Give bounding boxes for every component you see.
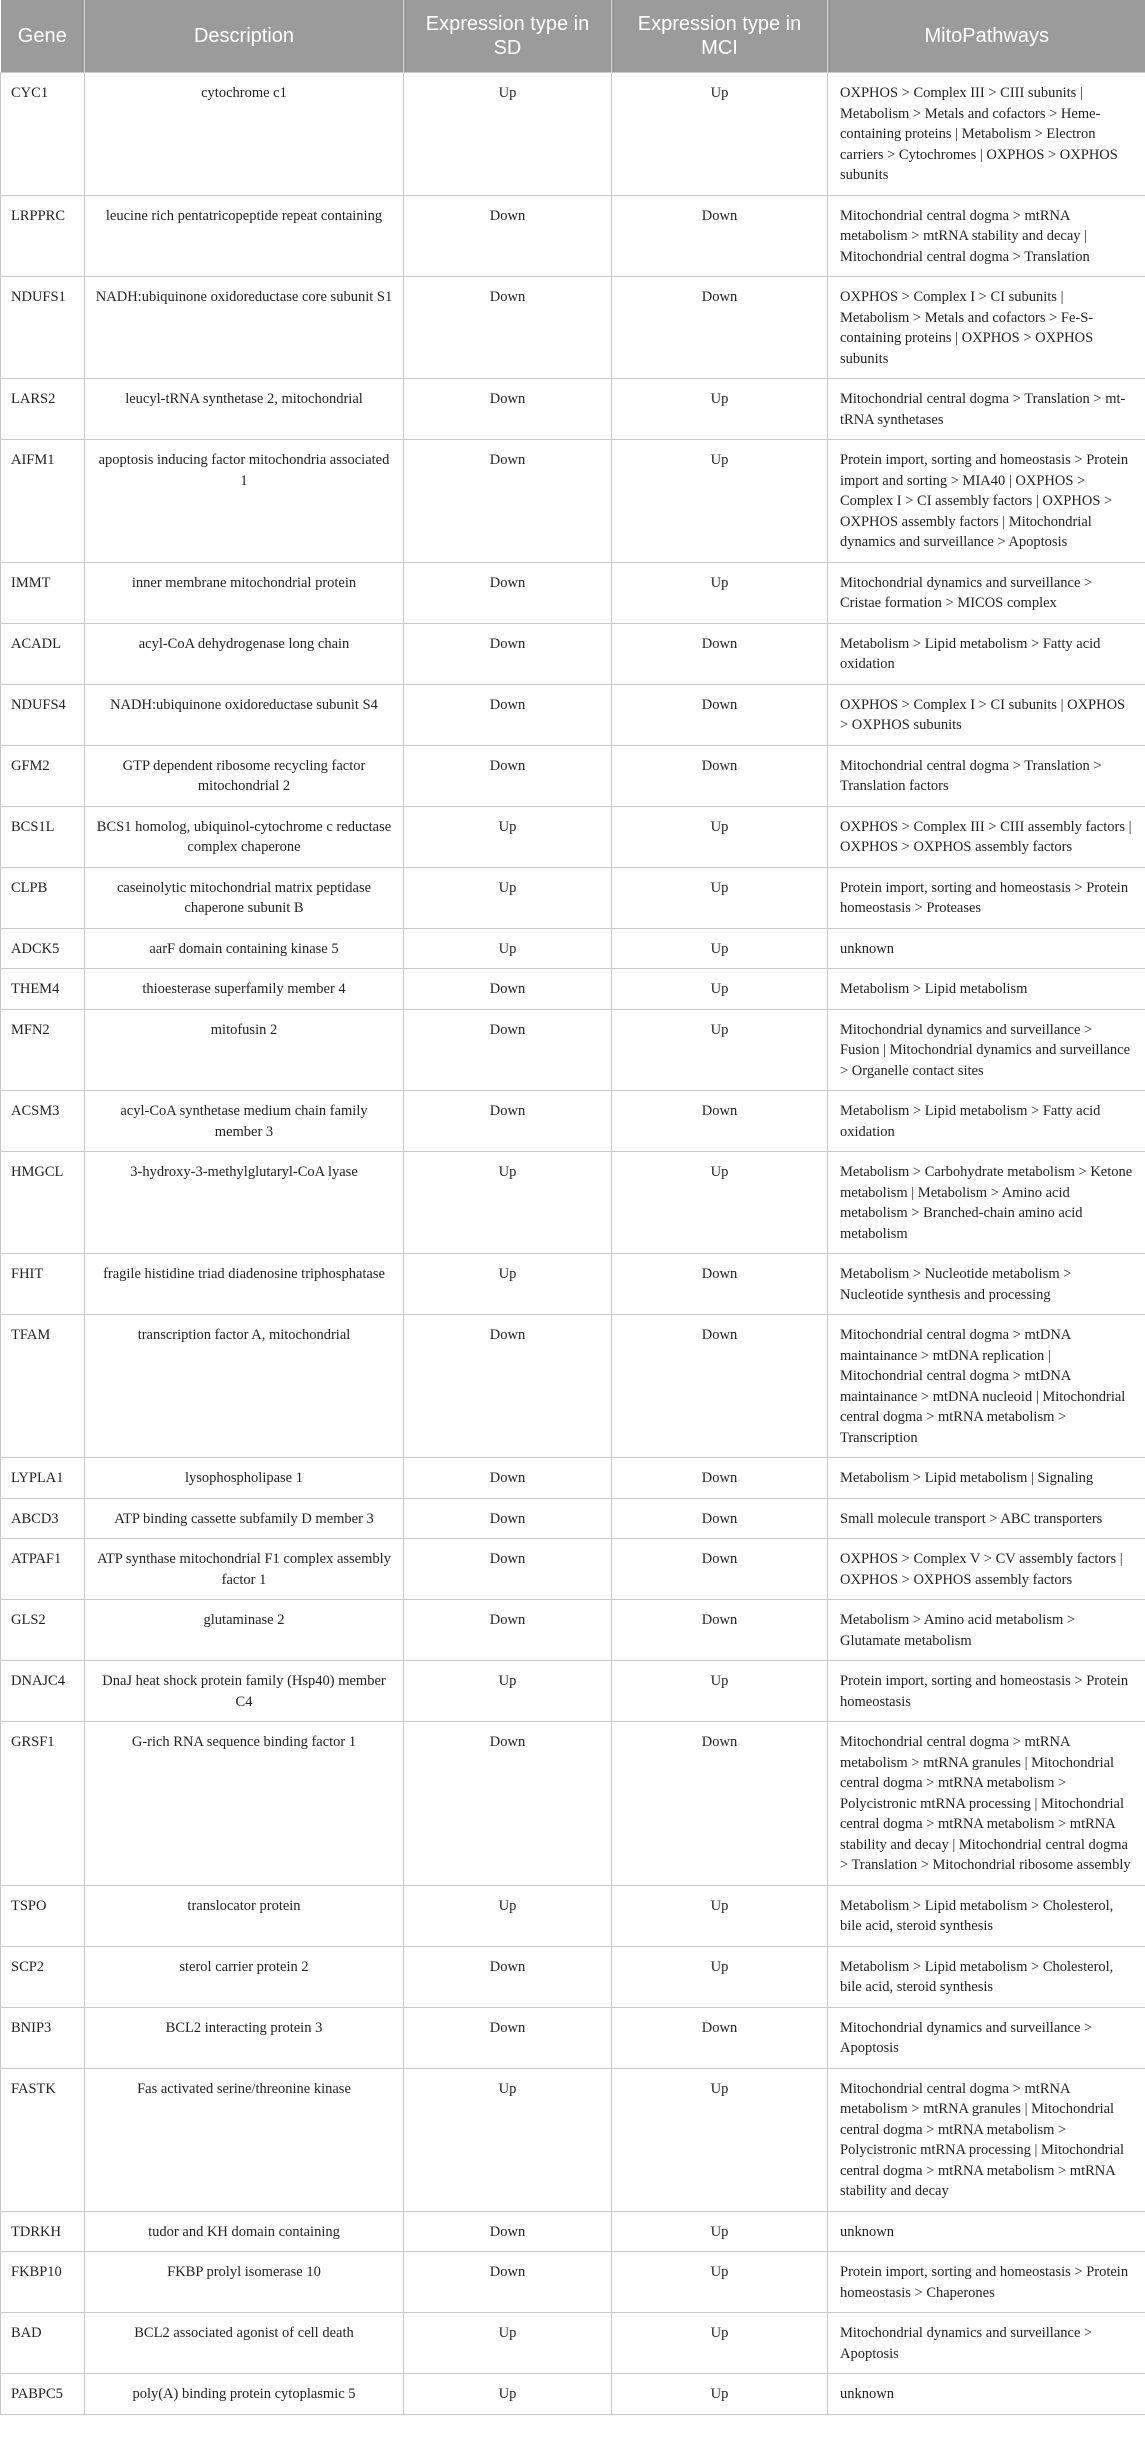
cell-description: caseinolytic mitochondrial matrix peptidase chaperone subunit B [85,867,404,928]
cell-expression-sd: Down [404,195,612,277]
table-row [1,1885,1145,1946]
cell-description: translocator protein [85,1885,404,1946]
cell-expression-mci: Up [612,1946,828,2007]
cell-mitopathways: OXPHOS > Complex V > CV assembly factors | OXPHOS > OXPHOS assembly factors [828,1539,1145,1600]
cell-expression-sd: Down [404,1722,612,1886]
table-row [1,1254,1145,1315]
cell-expression-mci: Up [612,2374,828,2415]
cell-gene: AIFM1 [1,440,85,563]
cell-expression-sd: Up [404,867,612,928]
cell-description: G-rich RNA sequence binding factor 1 [85,1722,404,1886]
cell-gene: BAD [1,2313,85,2374]
header-expression-mci: Expression type in MCI [612,0,828,73]
cell-description: BCL2 associated agonist of cell death [85,2313,404,2374]
cell-description: leucyl-tRNA synthetase 2, mitochondrial [85,379,404,440]
cell-expression-mci: Down [612,1254,828,1315]
cell-expression-mci: Down [612,1600,828,1661]
table-row [1,277,1145,379]
table-row [1,1539,1145,1600]
cell-expression-mci: Up [612,440,828,563]
table-row [1,2374,1145,2415]
cell-expression-mci: Up [612,1885,828,1946]
table-row [1,867,1145,928]
cell-gene: CYC1 [1,73,85,196]
cell-gene: FHIT [1,1254,85,1315]
header-description: Description [85,0,404,73]
table-row [1,684,1145,745]
cell-description: acyl-CoA dehydrogenase long chain [85,623,404,684]
cell-description: BCL2 interacting protein 3 [85,2007,404,2068]
cell-expression-mci: Up [612,969,828,1010]
cell-expression-sd: Down [404,1458,612,1499]
cell-expression-mci: Down [612,1315,828,1458]
cell-gene: PABPC5 [1,2374,85,2415]
cell-mitopathways: OXPHOS > Complex I > CI subunits | Metabolism > Metals and cofactors > Fe-S-containing proteins | OXPHOS > OXPHOS subunits [828,277,1145,379]
cell-description: acyl-CoA synthetase medium chain family member 3 [85,1091,404,1152]
cell-expression-mci: Up [612,379,828,440]
cell-expression-sd: Down [404,969,612,1010]
cell-description: mitofusin 2 [85,1009,404,1091]
cell-mitopathways: Mitochondrial central dogma > mtRNA metabolism > mtRNA granules | Mitochondrial central dogma > mtRNA metabolism > Polycistronic mtRNA processing | Mitochondrial central dogma > mtRNA metabolism > mtRNA stability and decay [828,2068,1145,2211]
cell-description: inner membrane mitochondrial protein [85,562,404,623]
cell-description: leucine rich pentatricopeptide repeat containing [85,195,404,277]
cell-gene: FKBP10 [1,2252,85,2313]
cell-gene: TSPO [1,1885,85,1946]
cell-description: DnaJ heat shock protein family (Hsp40) member C4 [85,1661,404,1722]
cell-mitopathways: Protein import, sorting and homeostasis > Protein homeostasis [828,1661,1145,1722]
cell-mitopathways: Mitochondrial central dogma > mtDNA maintainance > mtDNA replication | Mitochondrial central dogma > mtDNA maintainance > mtDNA nucleoid | Mitochondrial central dogma > mtRNA metabolism > Transcription [828,1315,1145,1458]
cell-description: Fas activated serine/threonine kinase [85,2068,404,2211]
cell-gene: TFAM [1,1315,85,1458]
cell-gene: GLS2 [1,1600,85,1661]
table-row [1,1661,1145,1722]
cell-gene: THEM4 [1,969,85,1010]
cell-gene: IMMT [1,562,85,623]
table-row [1,440,1145,563]
table-row [1,379,1145,440]
cell-expression-sd: Down [404,562,612,623]
cell-mitopathways: Mitochondrial dynamics and surveillance > Apoptosis [828,2007,1145,2068]
cell-gene: CLPB [1,867,85,928]
cell-expression-mci: Down [612,684,828,745]
cell-gene: LRPPRC [1,195,85,277]
cell-mitopathways: OXPHOS > Complex III > CIII assembly factors | OXPHOS > OXPHOS assembly factors [828,806,1145,867]
table-row [1,1458,1145,1499]
cell-gene: LYPLA1 [1,1458,85,1499]
cell-description: transcription factor A, mitochondrial [85,1315,404,1458]
cell-mitopathways: Protein import, sorting and homeostasis > Protein homeostasis > Proteases [828,867,1145,928]
cell-gene: DNAJC4 [1,1661,85,1722]
cell-description: poly(A) binding protein cytoplasmic 5 [85,2374,404,2415]
cell-expression-sd: Down [404,1498,612,1539]
cell-description: cytochrome c1 [85,73,404,196]
cell-expression-sd: Down [404,1946,612,2007]
cell-gene: NDUFS1 [1,277,85,379]
cell-description: apoptosis inducing factor mitochondria associated 1 [85,440,404,563]
table-row [1,1946,1145,2007]
cell-mitopathways: Mitochondrial dynamics and surveillance > Apoptosis [828,2313,1145,2374]
cell-mitopathways: unknown [828,2211,1145,2252]
cell-expression-sd: Down [404,2007,612,2068]
cell-expression-mci: Up [612,1009,828,1091]
table-row [1,969,1145,1010]
cell-gene: GRSF1 [1,1722,85,1886]
cell-expression-mci: Up [612,562,828,623]
cell-expression-sd: Up [404,1885,612,1946]
cell-gene: GFM2 [1,745,85,806]
cell-gene: NDUFS4 [1,684,85,745]
cell-description: BCS1 homolog, ubiquinol-cytochrome c reductase complex chaperone [85,806,404,867]
cell-expression-mci: Down [612,1498,828,1539]
cell-description: GTP dependent ribosome recycling factor mitochondrial 2 [85,745,404,806]
cell-gene: SCP2 [1,1946,85,2007]
table-row [1,1315,1145,1458]
cell-expression-sd: Down [404,1009,612,1091]
cell-mitopathways: Mitochondrial central dogma > mtRNA metabolism > mtRNA granules | Mitochondrial central dogma > mtRNA metabolism > Polycistronic mtRNA processing | Mitochondrial central dogma > mtRNA metabolism > mtRNA stability and decay | Mitochondrial central dogma > Translation > Mitochondrial ribosome assembly [828,1722,1145,1886]
cell-mitopathways: Metabolism > Nucleotide metabolism > Nucleotide synthesis and processing [828,1254,1145,1315]
table-row [1,2252,1145,2313]
table-header [1,0,1145,73]
cell-expression-mci: Up [612,2068,828,2211]
cell-description: 3-hydroxy-3-methylglutaryl-CoA lyase [85,1152,404,1254]
cell-mitopathways: OXPHOS > Complex III > CIII subunits | Metabolism > Metals and cofactors > Heme-containing proteins | Metabolism > Electron carriers > Cytochromes | OXPHOS > OXPHOS subunits [828,73,1145,196]
cell-expression-mci: Up [612,2211,828,2252]
cell-gene: FASTK [1,2068,85,2211]
header-gene: Gene [1,0,85,73]
cell-expression-mci: Up [612,867,828,928]
cell-mitopathways: unknown [828,2374,1145,2415]
header-row [1,0,1145,73]
cell-gene: MFN2 [1,1009,85,1091]
cell-expression-sd: Up [404,73,612,196]
table-row [1,1722,1145,1886]
cell-expression-mci: Up [612,2252,828,2313]
cell-expression-sd: Down [404,1600,612,1661]
table-row [1,928,1145,969]
cell-gene: HMGCL [1,1152,85,1254]
cell-gene: ABCD3 [1,1498,85,1539]
table-row [1,562,1145,623]
cell-expression-sd: Up [404,1661,612,1722]
cell-expression-sd: Up [404,2068,612,2211]
cell-gene: ATPAF1 [1,1539,85,1600]
cell-mitopathways: Metabolism > Lipid metabolism > Cholesterol, bile acid, steroid synthesis [828,1885,1145,1946]
cell-description: NADH:ubiquinone oxidoreductase core subunit S1 [85,277,404,379]
cell-expression-mci: Up [612,2313,828,2374]
cell-expression-mci: Down [612,2007,828,2068]
cell-gene: ACADL [1,623,85,684]
cell-gene: BNIP3 [1,2007,85,2068]
cell-mitopathways: Metabolism > Carbohydrate metabolism > Ketone metabolism | Metabolism > Amino acid metabolism > Branched-chain amino acid metabolism [828,1152,1145,1254]
cell-expression-sd: Down [404,1091,612,1152]
cell-description: FKBP prolyl isomerase 10 [85,2252,404,2313]
cell-expression-mci: Up [612,806,828,867]
table-row [1,745,1145,806]
cell-description: ATP synthase mitochondrial F1 complex assembly factor 1 [85,1539,404,1600]
cell-gene: ACSM3 [1,1091,85,1152]
cell-expression-mci: Up [612,73,828,196]
cell-description: tudor and KH domain containing [85,2211,404,2252]
cell-expression-mci: Down [612,195,828,277]
cell-expression-mci: Down [612,1458,828,1499]
table-row [1,195,1145,277]
table-row [1,1498,1145,1539]
table-row [1,1091,1145,1152]
cell-gene: ADCK5 [1,928,85,969]
cell-mitopathways: Protein import, sorting and homeostasis > Protein import and sorting > MIA40 | OXPHOS > Complex I > CI assembly factors | OXPHOS > OXPHOS assembly factors | Mitochondrial dynamics and surveillance > Apoptosis [828,440,1145,563]
cell-mitopathways: Small molecule transport > ABC transporters [828,1498,1145,1539]
cell-mitopathways: Metabolism > Lipid metabolism > Fatty acid oxidation [828,623,1145,684]
cell-description: aarF domain containing kinase 5 [85,928,404,969]
cell-mitopathways: Mitochondrial central dogma > Translation > Translation factors [828,745,1145,806]
table-row [1,623,1145,684]
cell-mitopathways: Mitochondrial central dogma > Translation > mt-tRNA synthetases [828,379,1145,440]
table-body [1,73,1145,2415]
table-row [1,1152,1145,1254]
cell-mitopathways: Mitochondrial dynamics and surveillance > Fusion | Mitochondrial dynamics and surveillance > Organelle contact sites [828,1009,1145,1091]
cell-expression-mci: Down [612,745,828,806]
cell-expression-mci: Up [612,928,828,969]
cell-expression-sd: Up [404,2313,612,2374]
cell-description: lysophospholipase 1 [85,1458,404,1499]
cell-description: glutaminase 2 [85,1600,404,1661]
cell-mitopathways: Mitochondrial central dogma > mtRNA metabolism > mtRNA stability and decay | Mitochondrial central dogma > Translation [828,195,1145,277]
cell-expression-sd: Down [404,440,612,563]
cell-expression-sd: Down [404,745,612,806]
table-row [1,2068,1145,2211]
cell-expression-sd: Up [404,1152,612,1254]
table-row [1,2313,1145,2374]
table-row [1,806,1145,867]
cell-expression-sd: Down [404,2252,612,2313]
cell-mitopathways: Metabolism > Lipid metabolism | Signaling [828,1458,1145,1499]
cell-description: thioesterase superfamily member 4 [85,969,404,1010]
cell-expression-mci: Down [612,1091,828,1152]
cell-mitopathways: Metabolism > Lipid metabolism [828,969,1145,1010]
cell-description: ATP binding cassette subfamily D member 3 [85,1498,404,1539]
cell-mitopathways: Protein import, sorting and homeostasis > Protein homeostasis > Chaperones [828,2252,1145,2313]
cell-expression-mci: Down [612,1539,828,1600]
cell-expression-mci: Up [612,1152,828,1254]
table-row [1,2007,1145,2068]
cell-expression-sd: Down [404,277,612,379]
cell-expression-sd: Up [404,928,612,969]
cell-expression-sd: Down [404,1315,612,1458]
cell-mitopathways: unknown [828,928,1145,969]
cell-expression-sd: Up [404,1254,612,1315]
cell-description: fragile histidine triad diadenosine triphosphatase [85,1254,404,1315]
cell-expression-sd: Down [404,2211,612,2252]
cell-expression-sd: Down [404,1539,612,1600]
cell-expression-sd: Down [404,623,612,684]
cell-expression-mci: Down [612,277,828,379]
cell-expression-sd: Down [404,684,612,745]
header-expression-sd: Expression type in SD [404,0,612,73]
table-row [1,2211,1145,2252]
table-row [1,1009,1145,1091]
cell-expression-mci: Down [612,623,828,684]
cell-expression-sd: Up [404,2374,612,2415]
cell-mitopathways: Metabolism > Lipid metabolism > Cholesterol, bile acid, steroid synthesis [828,1946,1145,2007]
cell-expression-mci: Up [612,1661,828,1722]
cell-description: NADH:ubiquinone oxidoreductase subunit S4 [85,684,404,745]
cell-mitopathways: Mitochondrial dynamics and surveillance > Cristae formation > MICOS complex [828,562,1145,623]
cell-gene: BCS1L [1,806,85,867]
cell-description: sterol carrier protein 2 [85,1946,404,2007]
cell-expression-mci: Down [612,1722,828,1886]
cell-mitopathways: OXPHOS > Complex I > CI subunits | OXPHOS > OXPHOS subunits [828,684,1145,745]
table-row [1,73,1145,196]
cell-expression-sd: Down [404,379,612,440]
cell-mitopathways: Metabolism > Lipid metabolism > Fatty acid oxidation [828,1091,1145,1152]
cell-gene: TDRKH [1,2211,85,2252]
cell-mitopathways: Metabolism > Amino acid metabolism > Glutamate metabolism [828,1600,1145,1661]
cell-expression-sd: Up [404,806,612,867]
cell-gene: LARS2 [1,379,85,440]
header-mitopathways: MitoPathways [828,0,1145,73]
table-row [1,1600,1145,1661]
